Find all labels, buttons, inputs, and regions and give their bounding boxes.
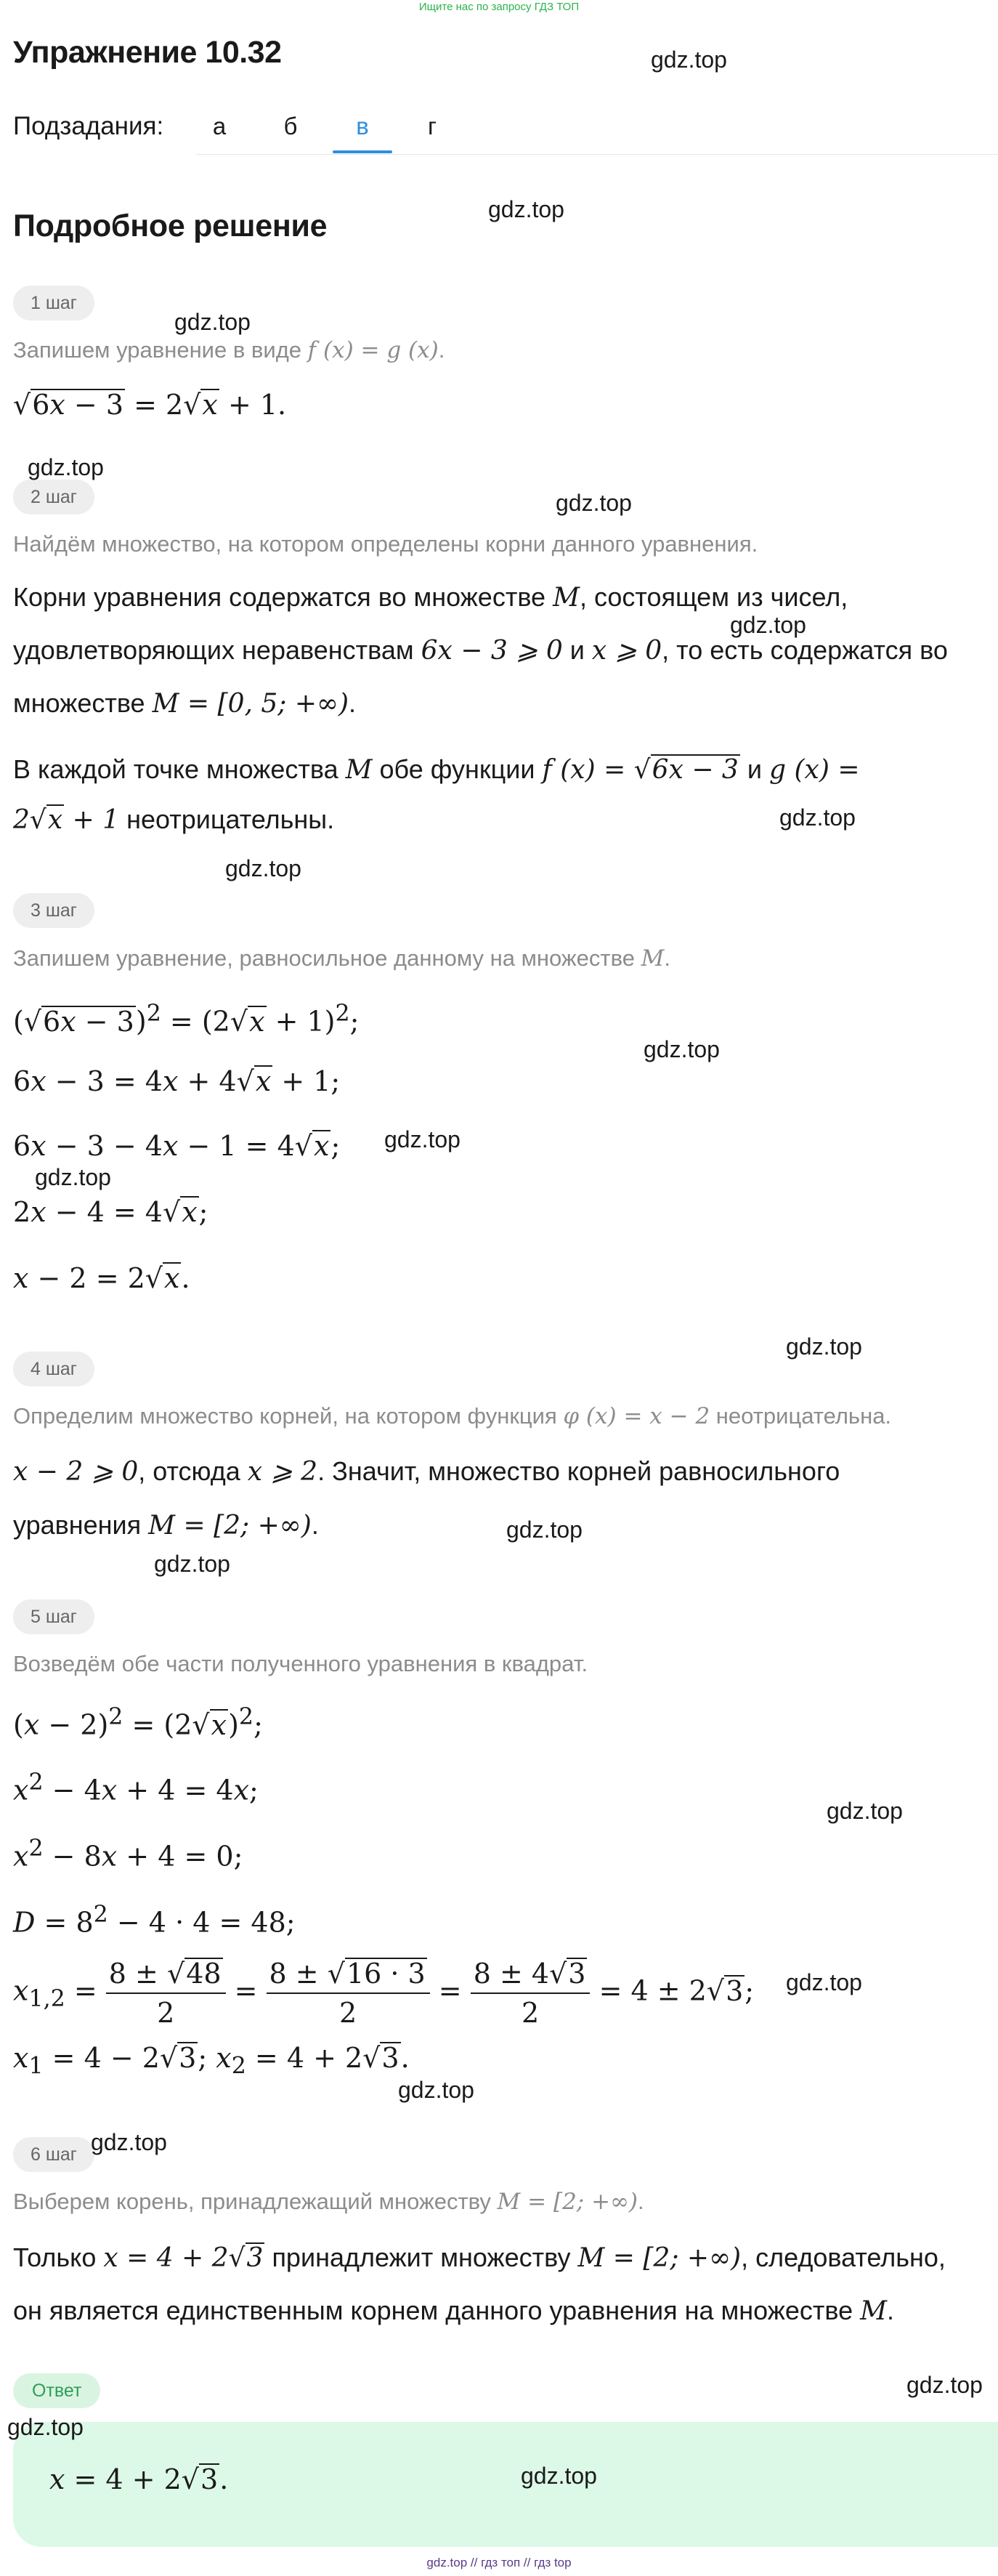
- watermark: gdz.top: [506, 1517, 583, 1543]
- step-chip-2: 2 шаг: [13, 480, 94, 514]
- step2-line-2: удовлетворяющих неравенствам 6x − 3 ⩾ 0 и x ⩾ 0, то есть содержатся во: [13, 635, 948, 666]
- step6-line-1: Только x = 4 + 2√3 принадлежит множеству M = [2; +∞), следовательно,: [13, 2242, 946, 2273]
- page-title: Упражнение 10.32: [13, 35, 282, 70]
- watermark: gdz.top: [730, 612, 806, 638]
- step5-eq-6: $x_1 = 4 - 2√3$; $x_2 = 4 + 2√3$.: [13, 2042, 410, 2080]
- top-note: Ищите нас по запросу ГДЗ ТОП: [418, 1, 580, 13]
- step2-line-3: множестве M = [0, 5; +∞).: [13, 688, 357, 719]
- step4-line-2: уравнения M = [2; +∞).: [13, 1510, 319, 1541]
- step3-eq-1: $(√6x - 3)^2 = (2√x + 1)^2$;: [13, 1001, 360, 1038]
- step-hint-6: Выберем корень, принадлежащий множеству M = [2; +∞).: [13, 2189, 644, 2215]
- watermark: gdz.top: [35, 1164, 111, 1190]
- step6-line-2: он является единственным корнем данного уравнения на множестве M.: [13, 2296, 895, 2326]
- hint-math: f (x) = g (x): [307, 337, 439, 363]
- section-title: Подробное решение: [13, 209, 328, 243]
- watermark: gdz.top: [786, 1333, 862, 1360]
- active-tab-indicator: [333, 150, 392, 153]
- watermark: gdz.top: [398, 2077, 474, 2103]
- watermark: gdz.top: [384, 1126, 461, 1152]
- watermark: gdz.top: [91, 2129, 167, 2155]
- step5-eq-3: $x^2 - 8x + 4 = 0$;: [13, 1836, 243, 1873]
- watermark: gdz.top: [827, 1798, 903, 1824]
- tab-a[interactable]: а: [212, 113, 227, 140]
- step2-line-4: В каждой точке множества M обе функции f (x) = √6x − 3 и g (x) =: [13, 754, 860, 785]
- step-chip-5: 5 шаг: [13, 1599, 94, 1634]
- hint-text: Запишем уравнение в виде: [13, 337, 308, 363]
- tab-g[interactable]: г: [427, 113, 437, 140]
- step5-eq-4: $D = 8^2 - 4 \cdot 4 = 48$;: [13, 1902, 296, 1939]
- step5-eq-2: $x^2 - 4x + 4 = 4x$;: [13, 1769, 259, 1806]
- step3-eq-2: 6x − 3 = 4x + 4√x + 1;: [13, 1065, 341, 1097]
- step-chip-6: 6 шаг: [13, 2137, 94, 2172]
- step-hint-5: Возведём обе части полученного уравнения в квадрат.: [13, 1651, 588, 1676]
- watermark: gdz.top: [786, 1969, 862, 1995]
- step5-eq-1: $(x - 2)^2 = (2√x)^2$;: [13, 1704, 263, 1741]
- step-chip-1: 1 шаг: [13, 286, 94, 320]
- step-hint-4: Определим множество корней, на котором функция φ (x) = x − 2 неотрицательна.: [13, 1403, 892, 1429]
- tab-v[interactable]: в: [356, 113, 369, 140]
- step-hint-1: [13, 336, 445, 365]
- watermark: gdz.top: [225, 855, 301, 881]
- subtasks-label: Подзадания:: [13, 112, 164, 140]
- watermark: gdz.top: [7, 2414, 84, 2440]
- watermark: gdz.top: [779, 804, 856, 831]
- footer: gdz.top // гдз топ // гдз top: [426, 2556, 572, 2569]
- step-chip-4: 4 шаг: [13, 1352, 94, 1386]
- step-hint-2: Найдём множество, на котором определены корни данного уравнения.: [13, 531, 758, 557]
- step3-eq-4: 2x − 4 = 4√x;: [13, 1196, 208, 1228]
- step-chip-3: 3 шаг: [13, 893, 94, 928]
- step3-eq-3: 6x − 3 − 4x − 1 = 4√x;: [13, 1130, 341, 1162]
- step3-eq-5: x − 2 = 2√x.: [13, 1262, 190, 1294]
- hint-end: .: [438, 337, 445, 363]
- watermark: gdz.top: [488, 196, 564, 222]
- step5-eq-5: $x_{1,2}$ = $\frac{8 \pm √48}{2}$ = $\frac{8 \pm √16 \cdot 3}{2}$ = $\frac{8 \pm 4√3}{2}$ = 4 ± 2√3;: [13, 1955, 754, 2032]
- step1-eq: √6x − 3 = 2√x + 1.: [13, 389, 287, 421]
- step2-line-5: 2√x + 1 неотрицательны.: [13, 804, 335, 835]
- watermark: gdz.top: [174, 309, 251, 335]
- watermark: gdz.top: [521, 2463, 597, 2489]
- tabs-divider: [196, 154, 998, 155]
- step2-line-1: Корни уравнения содержатся во множестве M, состоящем из чисел,: [13, 582, 848, 613]
- watermark: gdz.top: [644, 1036, 720, 1062]
- step4-line-1: x − 2 ⩾ 0, отсюда x ⩾ 2. Значит, множество корней равносильного: [13, 1456, 840, 1487]
- watermark: gdz.top: [651, 47, 727, 73]
- tab-b[interactable]: б: [283, 113, 298, 140]
- step-hint-3: Запишем уравнение, равносильное данному на множестве M.: [13, 945, 670, 972]
- watermark: gdz.top: [154, 1551, 230, 1577]
- watermark: gdz.top: [906, 2372, 983, 2398]
- answer-eq: x = 4 + 2√3.: [49, 2463, 229, 2495]
- watermark: gdz.top: [556, 490, 632, 516]
- watermark: gdz.top: [28, 454, 104, 480]
- answer-chip: Ответ: [13, 2373, 100, 2408]
